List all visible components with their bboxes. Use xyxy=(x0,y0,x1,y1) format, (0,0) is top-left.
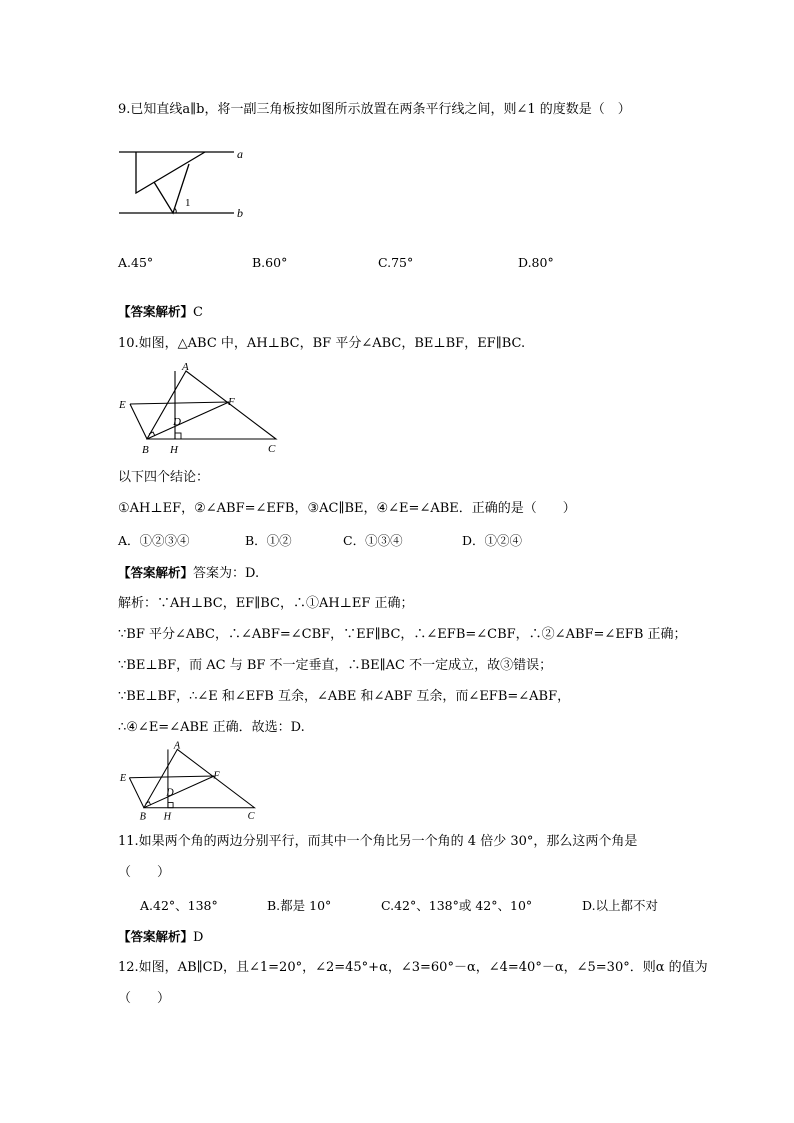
answer-tag: 【答案解析】 xyxy=(118,929,194,944)
answer-value: 答案为：D. xyxy=(193,566,260,581)
label-E: E xyxy=(119,773,127,785)
q10-explanation-3: ∵BE⊥BF，而 AC 与 BF 不一定垂直，∴BE∥AC 不一定成立，故③错误； xyxy=(118,658,553,673)
q9-figure xyxy=(116,142,252,222)
q10-solution-figure xyxy=(116,740,261,824)
q9-option-c: C.75° xyxy=(378,255,414,270)
label-C: C xyxy=(247,810,255,822)
q10-option-a: A．①②③④ xyxy=(118,533,190,548)
label-D: D xyxy=(166,787,174,799)
q10-option-c: C．①③④ xyxy=(343,533,403,548)
q11-option-b: B.都是 10° xyxy=(267,898,332,913)
q10-explanation-4: ∵BE⊥BF，∴∠E 和∠EFB 互余，∠ABE 和∠ABF 互余，而∠EFB=∠ABF， xyxy=(118,689,571,704)
label-B: B xyxy=(139,811,146,823)
segment-eb xyxy=(130,404,147,439)
label-C: C xyxy=(268,443,276,455)
q10-option-d: D．①②④ xyxy=(462,533,523,548)
label-a: a xyxy=(237,147,243,161)
label-angle-1: 1 xyxy=(185,197,191,209)
q10-explanation-5: ∴④∠E=∠ABE 正确．故选：D. xyxy=(118,720,305,735)
q9-option-b: B.60° xyxy=(252,255,288,270)
q10-lead: 以下四个结论： xyxy=(118,470,210,485)
q9-stem: 9.已知直线a∥b，将一副三角板按如图所示放置在两条平行线之间，则∠1 的度数是（ ） xyxy=(118,102,631,117)
label-E: E xyxy=(119,399,126,411)
answer-tag: 【答案解析】 xyxy=(118,304,194,319)
segment-ef xyxy=(130,402,229,404)
label-A: A xyxy=(173,740,181,752)
label-b: b xyxy=(237,206,243,220)
label-D: D xyxy=(173,416,181,428)
q9-answer xyxy=(118,303,203,322)
q10-answer xyxy=(118,564,259,583)
label-F: F xyxy=(228,396,235,408)
q12-paren: （ ） xyxy=(118,991,171,1006)
label-B: B xyxy=(142,444,149,456)
right-angle-mark-h xyxy=(175,433,181,439)
q10-figure xyxy=(116,360,282,458)
q10-option-b: B．①② xyxy=(245,533,292,548)
q11-stem: 11.如果两个角的两边分别平行，而其中一个角比另一个角的 4 倍少 30°，那么这两个角是 xyxy=(118,834,638,849)
q11-option-a: A.42°、138° xyxy=(140,898,218,913)
answer-tag: 【答案解析】 xyxy=(118,565,194,580)
answer-value: D xyxy=(193,930,204,945)
triangle-abc xyxy=(147,371,276,439)
q10-explanation-1: 解析：∵AH⊥BC，EF∥BC，∴①AH⊥EF 正确； xyxy=(118,596,414,611)
label-A: A xyxy=(182,361,189,373)
q11-option-d: D.以上都不对 xyxy=(582,898,659,913)
q10-conclusions: ①AH⊥EF，②∠ABF=∠EFB，③AC∥BE，④∠E=∠ABE．正确的是（ ） xyxy=(118,501,576,516)
q11-answer xyxy=(118,928,203,947)
q10-stem: 10.如图，△ABC 中，AH⊥BC，BF 平分∠ABC，BE⊥BF，EF∥BC. xyxy=(118,336,526,351)
q9-option-d: D.80° xyxy=(518,255,554,270)
answer-value: C xyxy=(193,305,203,320)
q11-paren: （ ） xyxy=(118,865,171,880)
label-H: H xyxy=(170,444,178,456)
q10-explanation-2: ∵BF 平分∠ABC，∴∠ABF=∠CBF，∵EF∥BC，∴∠EFB=∠CBF，∴②∠ABF=∠EFB 正确； xyxy=(118,627,687,642)
segment-bf xyxy=(147,402,229,439)
q12-stem: 12.如图，AB∥CD，且∠1=20°，∠2=45°+α，∠3=60°－α，∠4=40°－α，∠5=30°．则α 的值为 xyxy=(118,960,708,975)
q9-option-a: A.45° xyxy=(118,255,154,270)
label-F: F xyxy=(213,770,220,782)
triangle-ruler-1 xyxy=(136,152,205,193)
q11-option-c: C.42°、138°或 42°、10° xyxy=(381,898,533,913)
label-H: H xyxy=(163,811,172,823)
